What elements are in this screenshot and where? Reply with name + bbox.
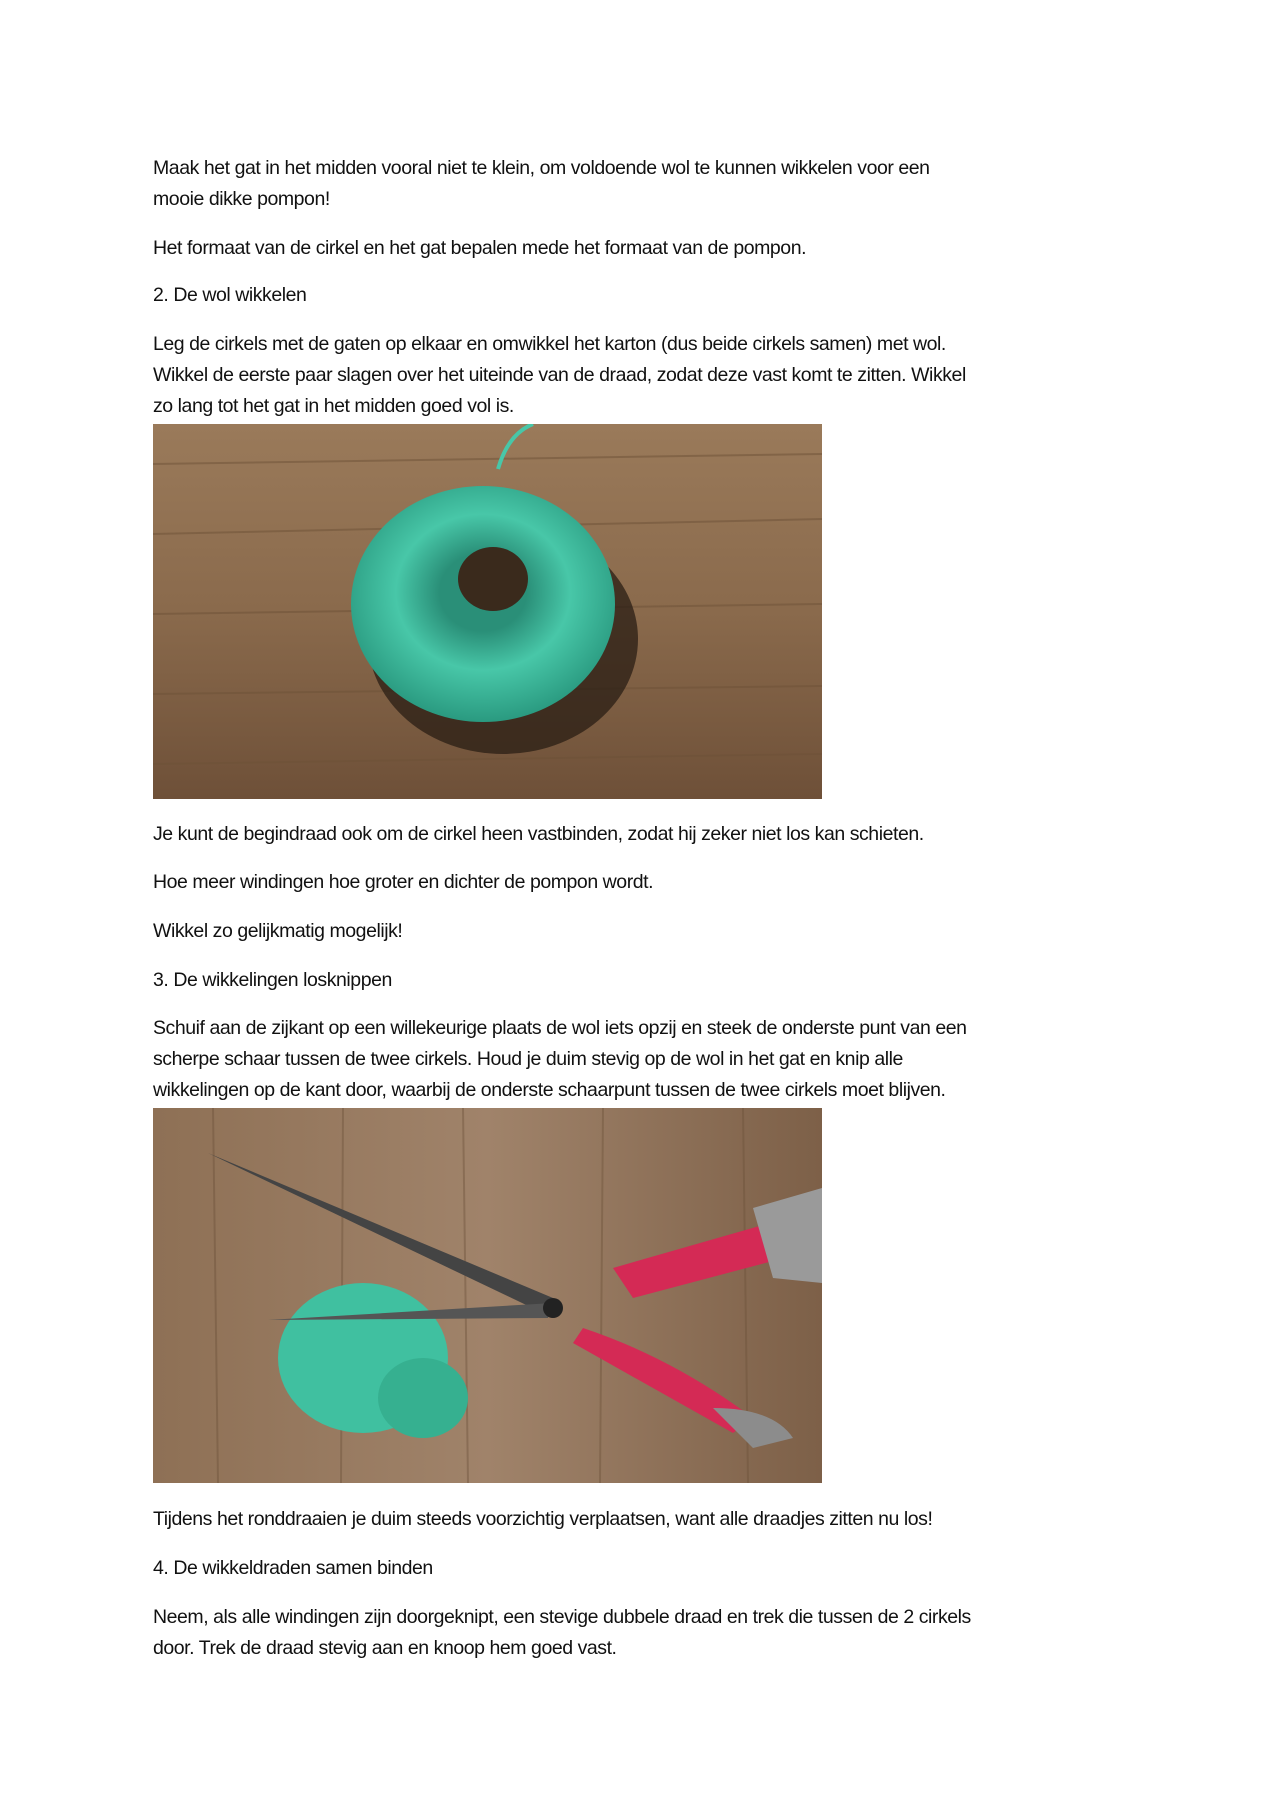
paragraph-more-windings: Hoe meer windingen hoe groter en dichter de pompon wordt.	[153, 871, 654, 893]
heading-step-3: 3. De wikkelingen losknippen	[153, 969, 392, 991]
heading-step-4: 4. De wikkeldraden samen binden	[153, 1557, 433, 1579]
photo-cutting-with-scissors	[153, 1108, 822, 1483]
photo-wrapped-yarn-ring	[153, 424, 822, 799]
paragraph-wrapping: Leg de cirkels met de gaten op elkaar en omwikkel het karton (dus beide cirkels samen) met wol. Wikkel de eerste paar slagen over het uiteinde van de draad, zodat deze vast komt te zitten. Wikkel zo lang tot het gat in het midden goed vol is.	[153, 333, 966, 417]
paragraph-hole-size: Maak het gat in het midden vooral niet te klein, om voldoende wol te kunnen wikkelen voor een mooie dikke pompon!	[153, 157, 930, 210]
paragraph-evenly: Wikkel zo gelijkmatig mogelijk!	[153, 920, 403, 942]
paragraph-cutting: Schuif aan de zijkant op een willekeurige plaats de wol iets opzij en steek de onderste punt van een scherpe schaar tussen de twee cirkels. Houd je duim stevig op de wol in het gat en knip alle wikkelingen op de kant door, waarbij de onderste schaarpunt tussen de twee cirkels moet blijven.	[153, 1017, 967, 1101]
paragraph-thumb: Tijdens het ronddraaien je duim steeds voorzichtig verplaatsen, want alle draadjes zitten nu los!	[153, 1508, 933, 1530]
paragraph-format: Het formaat van de cirkel en het gat bepalen mede het formaat van de pompon.	[153, 237, 807, 259]
heading-step-2: 2. De wol wikkelen	[153, 284, 307, 306]
paragraph-binding: Neem, als alle windingen zijn doorgeknipt, een stevige dubbele draad en trek die tussen de 2 cirkels door. Trek de draad stevig aan en knoop hem goed vast.	[153, 1606, 971, 1659]
paragraph-tie-start: Je kunt de begindraad ook om de cirkel heen vastbinden, zodat hij zeker niet los kan schieten.	[153, 823, 924, 845]
